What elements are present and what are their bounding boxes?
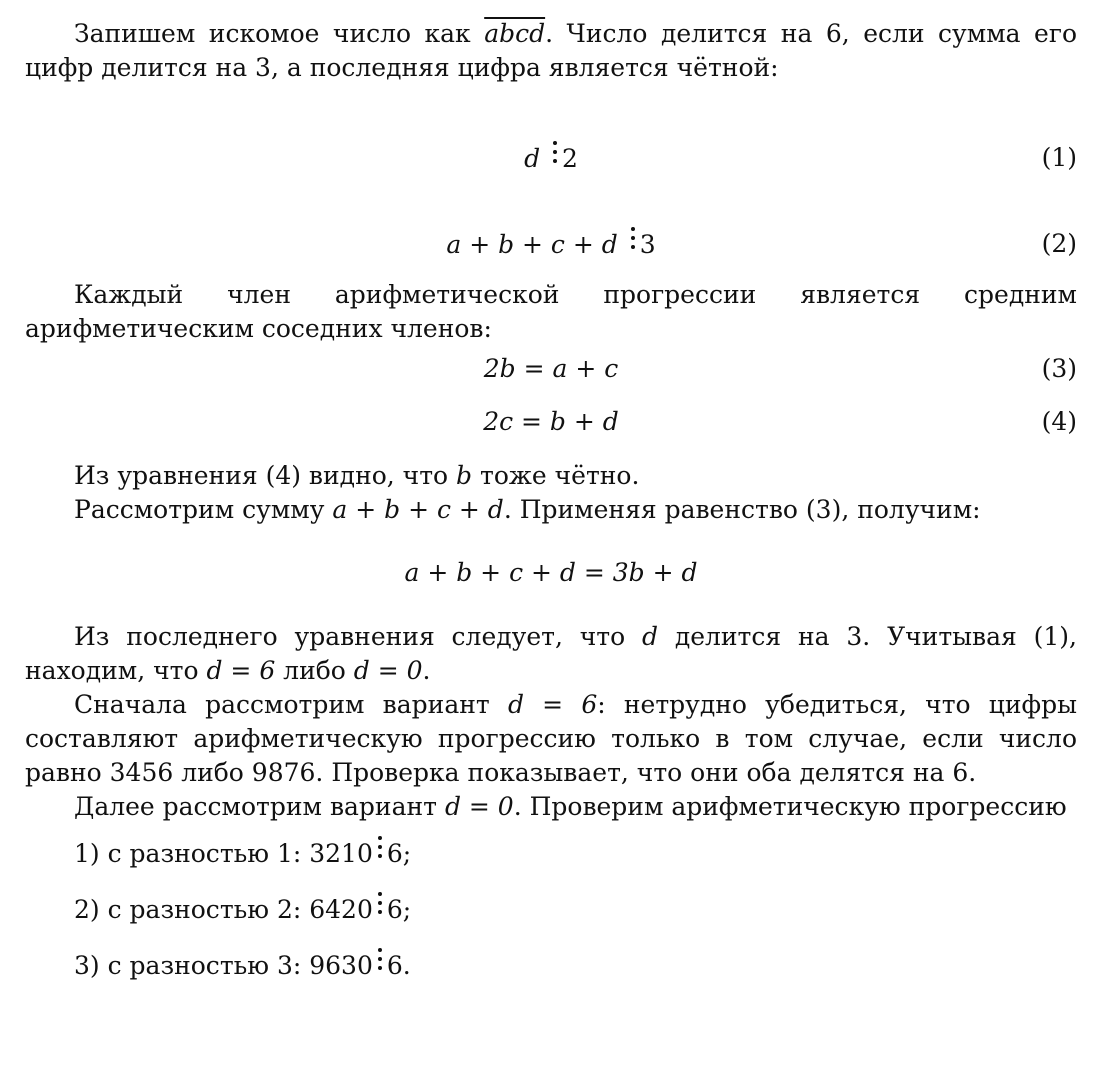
list-end: . xyxy=(402,951,411,980)
text: делится на 3. Учитывая (1), находим, что xyxy=(25,622,1077,685)
equation-5 xyxy=(25,556,1077,590)
eq-text: a + b + c + d = 3b + d xyxy=(404,558,698,587)
expr: d = 0 xyxy=(353,656,423,685)
eq-rhs: 2 xyxy=(562,144,578,173)
equation-3 xyxy=(25,352,1077,386)
expr: d = 0 xyxy=(444,792,514,821)
paragraph-sum xyxy=(25,493,1077,527)
divisibility-icon xyxy=(373,892,387,922)
text: . Применяя равенство (3), получим: xyxy=(503,495,981,524)
divisibility-icon xyxy=(626,227,640,257)
text: . xyxy=(422,656,431,685)
equation-number: (4) xyxy=(1041,407,1077,436)
text: . Проверим арифметическую прогрессию xyxy=(513,792,1067,821)
list-divisor: 6 xyxy=(386,951,403,980)
document xyxy=(25,17,1077,982)
equation-2 xyxy=(25,227,1077,261)
paragraph-b-even xyxy=(25,459,1077,493)
list-divisor: 6 xyxy=(386,895,403,924)
text: : нетрудно убедиться, что цифры составляют арифметическую прогрессию только в том случае, если число равно 3456 либо 9876. Проверка показывает, что они оба делятся на 6. xyxy=(25,690,1077,787)
list-number: 9630 xyxy=(309,951,373,980)
text: . Число делится на 6, если сумма его цифр делится на 3, а последняя цифра является чётной: xyxy=(25,19,1077,82)
list-number: 3210 xyxy=(309,839,373,868)
list-number: 6420 xyxy=(309,895,373,924)
list-label: 2) с разностью 2: xyxy=(74,895,310,924)
list-item xyxy=(25,892,1077,926)
text: Рассмотрим сумму xyxy=(74,495,333,524)
text: либо xyxy=(275,656,354,685)
list-label: 1) с разностью 1: xyxy=(74,839,310,868)
equation-1 xyxy=(25,141,1077,175)
text: Запишем искомое число как xyxy=(74,19,485,48)
eq-rhs: 3 xyxy=(639,230,656,259)
number-overline: abcd xyxy=(484,19,546,48)
list-label: 3) с разностью 3: xyxy=(74,951,310,980)
var: b xyxy=(456,461,473,490)
eq-lhs: a + b + c + d xyxy=(446,230,618,259)
equation-number: (1) xyxy=(1041,143,1077,172)
divisibility-icon xyxy=(373,836,387,866)
list-end: ; xyxy=(402,839,412,868)
paragraph-d-divisible xyxy=(25,620,1077,688)
list-end: ; xyxy=(402,895,412,924)
expr: d = 6 xyxy=(507,690,598,719)
expr: d = 6 xyxy=(206,656,276,685)
list-divisor: 6 xyxy=(386,839,403,868)
equation-number: (3) xyxy=(1041,354,1077,383)
paragraph-progression: Каждый член арифметической прогрессии является средним арифметическим соседних членов: xyxy=(25,280,1077,343)
paragraph-intro xyxy=(25,17,1077,85)
text: Сначала рассмотрим вариант xyxy=(74,690,508,719)
expr: a + b + c + d xyxy=(332,495,504,524)
text: Из уравнения (4) видно, что xyxy=(74,461,457,490)
divisibility-icon xyxy=(548,141,562,171)
paragraph-case-d6 xyxy=(25,688,1077,790)
equation-4 xyxy=(25,405,1077,439)
var: d xyxy=(641,622,658,651)
eq-lhs: d xyxy=(524,144,541,173)
text: Далее рассмотрим вариант xyxy=(74,792,445,821)
text: Из последнего уравнения следует, что xyxy=(74,622,642,651)
eq-text: 2c = b + d xyxy=(483,407,619,436)
equation-number: (2) xyxy=(1041,229,1077,258)
eq-text: 2b = a + c xyxy=(483,354,619,383)
list-item xyxy=(25,948,1077,982)
paragraph-case-d0 xyxy=(25,790,1077,824)
text: тоже чётно. xyxy=(472,461,640,490)
list-item xyxy=(25,836,1077,870)
divisibility-icon xyxy=(373,948,387,978)
